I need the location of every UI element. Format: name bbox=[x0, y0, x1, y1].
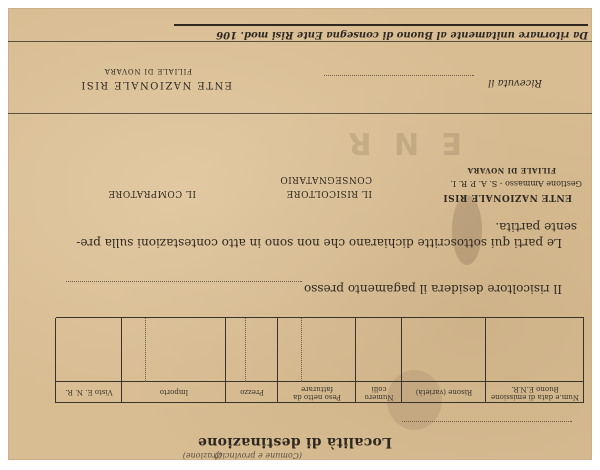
col-header-colli: Numero colli bbox=[364, 385, 394, 401]
ricevuta-label: Ricevuta il bbox=[488, 77, 542, 88]
note-underline bbox=[174, 24, 588, 26]
ente-sig-title: ENTE NAZIONALE RISI bbox=[442, 192, 572, 202]
table-bottom-line bbox=[56, 317, 584, 318]
ente-receipt-filiale: FILIALE DI NOVARA bbox=[104, 67, 192, 75]
location-title: Località di destinazione bbox=[197, 434, 392, 450]
ente-sig-gestione: Gestione Ammasso - S. A. P. R. I. bbox=[450, 179, 582, 188]
note-top-line bbox=[8, 41, 592, 42]
location-hint-2: (frazione) bbox=[182, 451, 222, 460]
receipt-top-line bbox=[8, 113, 592, 114]
col-header-peso: Peso netto da fatturare bbox=[293, 385, 341, 401]
ink-blot bbox=[452, 195, 482, 265]
payment-dotted-line bbox=[66, 281, 302, 282]
table-sub-line bbox=[301, 318, 302, 382]
ente-receipt-title: ENTE NAZIONALE RISI bbox=[79, 79, 232, 90]
location-hint: (Comune e provincia) bbox=[214, 451, 302, 460]
paper-card bbox=[8, 8, 592, 460]
col-header-buono: Num.e data di emissione Buono E.N.R. bbox=[491, 385, 579, 401]
statement-line-2: sente partita. bbox=[495, 220, 577, 234]
compratore-label: IL COMPRATORE bbox=[108, 188, 196, 198]
consegnatario-label: CONSEGNATARIO bbox=[279, 174, 372, 184]
statement-line-1: Le parti qui sottoscritte dichiarano che non sono in atto contestazioni sulla pre- bbox=[76, 236, 562, 250]
ricevuta-dotted-line bbox=[324, 75, 474, 76]
ente-sig-filiale: FILIALE DI NOVARA bbox=[467, 166, 556, 175]
col-header-prezzo: Prezzo bbox=[240, 388, 264, 396]
faint-stamp-ghost: E N R bbox=[342, 125, 462, 160]
col-header-visto: Visto E. N. R. bbox=[65, 388, 113, 396]
payment-text: Il risicoltore desidera il pagamento presso bbox=[303, 282, 562, 296]
col-header-importo: Importo bbox=[159, 388, 189, 396]
table-top-line bbox=[56, 402, 584, 403]
risicoltore-label: IL RISICOLTORE bbox=[286, 188, 372, 198]
table-header-line bbox=[56, 381, 584, 382]
bottom-note: Da ritornare unitamente al Buono di consegna Ente Risi mod. 106 bbox=[216, 29, 588, 40]
col-header-risone: Risone (varietà) bbox=[415, 388, 473, 396]
printed-form bbox=[8, 8, 592, 460]
location-dotted-line bbox=[402, 421, 572, 422]
table-sub-line bbox=[145, 318, 146, 382]
table-sub-line bbox=[245, 318, 246, 382]
